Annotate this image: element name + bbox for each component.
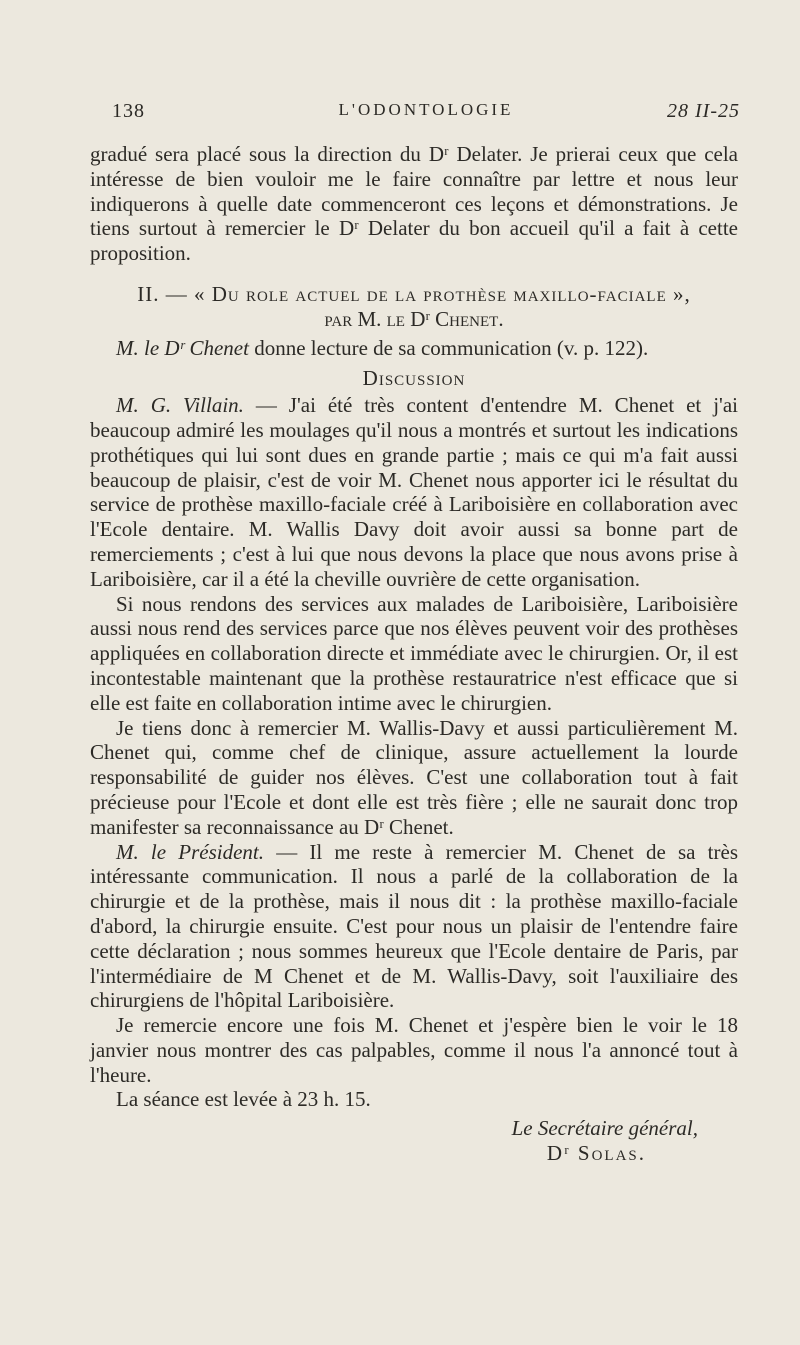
paragraph-president — [90, 840, 738, 1014]
lecture-text: donne lecture de sa communication (v. p. 122). — [248, 335, 649, 360]
issue-date: 28 II-25 — [667, 100, 740, 122]
paragraph-thanks: Je tiens donc à remercier M. Wallis-Davy et aussi particulièrement M. Chenet qui, comme chef de clinique, assure actuellement la lourde responsabilité de guider nos élèves. C'est une collaboration tout à fait précieuse pour l'Ecole et dont elle est très fière ; elle ne saurait donc trop manifester sa reconnaissance au Dʳ Chenet. — [90, 715, 738, 839]
signature-title: Le Secrétaire général, — [511, 1116, 698, 1141]
speaker-villain: M. G. Villain. — [116, 393, 244, 418]
paragraph-delater: gradué sera placé sous la direction du Dʳ Delater. Je prierai ceux que cela intéresse de bien vouloir me le faire connaître par lettre et nous leur indiquerons à quelle date commenceront ces leçons et démonstrations. Je tiens surtout à remercier le Dʳ Delater du bon accueil qu'il a fait à cette proposition. — [90, 142, 738, 266]
president-text: — Il me reste à remercier M. Chenet de sa très intéressante communication. Il nous a parlé de la collaboration de la chirurgie et de la prothèse, mais il nous dit : la prothèse maxillo-faciale d'abord, la chirurgie ensuite. C'est pour nous un plaisir de l'entendre faire cette déclaration ; nous sommes heureux que l'Ecole dentaire de Paris, par l'intermédiaire de M Chenet et de M. Wallis-Davy, soit l'auxiliaire des chirurgiens de l'hôpital Lariboisière. — [90, 839, 738, 1013]
paragraph-seance: La séance est levée à 23 h. 15. — [116, 1087, 371, 1112]
paragraph-remercie: Je remercie encore une fois M. Chenet et j'espère bien le voir le 18 janvier nous montrer des cas palpables, comme il nous l'a annoncé tout à l'heure. — [90, 1013, 738, 1087]
running-header — [112, 100, 740, 128]
speaker-president: M. le Président. — [116, 839, 265, 864]
paragraph-villain — [90, 393, 738, 591]
page-number: 138 — [112, 100, 145, 122]
signature-name: Dʳ Solas. — [546, 1141, 646, 1166]
journal-title: L'ODONTOLOGIE — [338, 100, 514, 119]
discussion-heading: Discussion — [362, 366, 466, 391]
article-body — [90, 142, 738, 1166]
villain-text: — J'ai été très content d'entendre M. Chenet et j'ai beaucoup admiré les moulages qu'il nous a montrés et surtout les indications prothétiques qui lui sont dues en grande partie ; mais ce qui m'a fait aussi beaucoup de plaisir, c'est de voir M. Chenet nous apporter ici le résultat du service de prothèse maxillo-faciale créé à Lariboisière en collaboration avec l'Ecole dentaire. M. Wallis Davy doit avoir aussi sa bonne part de remerciements ; c'est à lui que nous devons la place que nous avons prise à Lariboisière, car il a été la cheville ouvrière de cette organisation. — [90, 393, 738, 591]
section-author: par M. le Dʳ Chenet. — [324, 306, 504, 331]
section-title: II. — « Du role actuel de la prothèse maxillo-faciale », — [137, 281, 691, 306]
paragraph-services: Si nous rendons des services aux malades de Lariboisière, Lariboisière aussi nous rend des services parce que nos élèves peuvent voir des prothèses appliquées en collaboration directe et immédiate avec le chirurgien. Or, il est incontestable maintenant que la prothèse restauratrice n'est efficace que si elle est faite en collaboration intime avec le chirurgien. — [90, 591, 738, 715]
paragraph-lecture — [90, 336, 738, 361]
speaker-chenet: M. le Dʳ Chenet — [116, 335, 249, 360]
